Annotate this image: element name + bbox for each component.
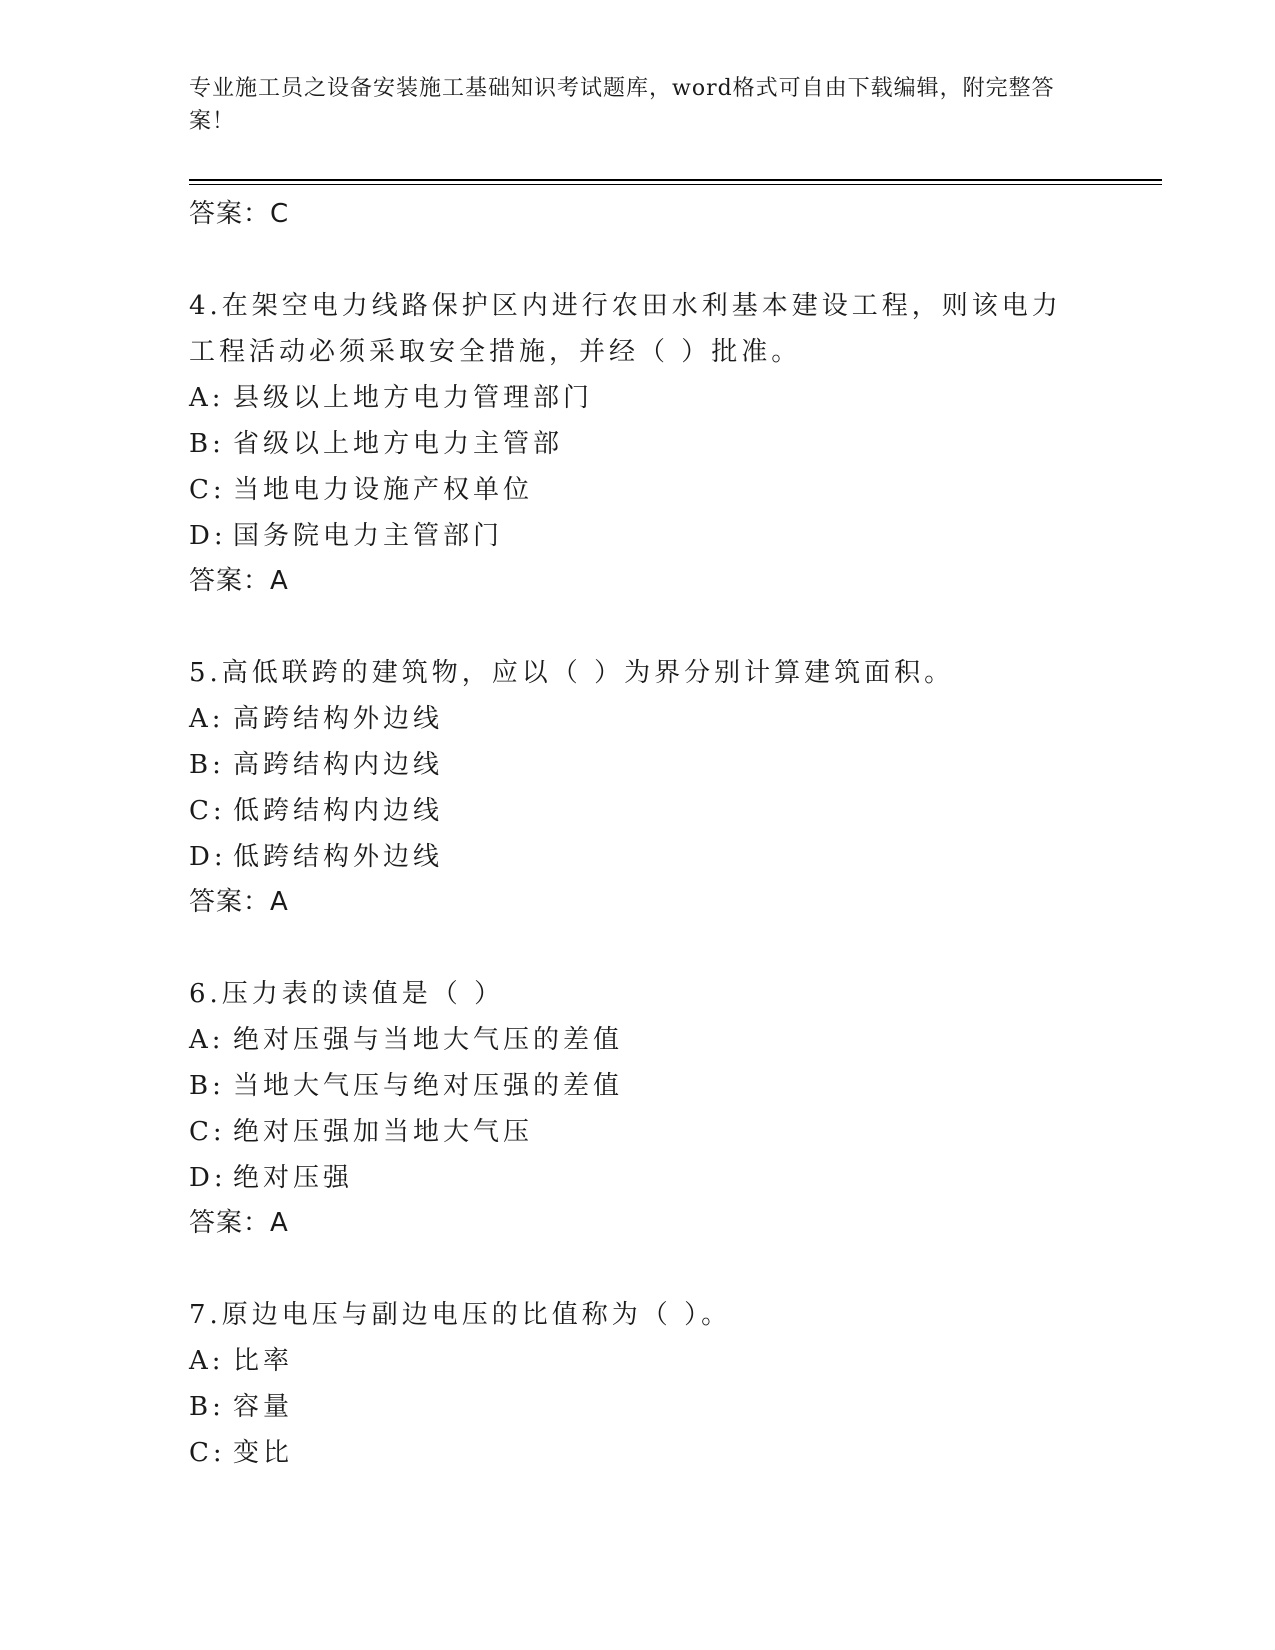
option-text: 省级以上地方电力主管部 <box>233 429 564 459</box>
question-text: 4.在架空电力线路保护区内进行农田水利基本建设工程，则该电力工程活动必须采取安全措施，并经（ ）批准。 <box>189 291 1062 367</box>
option-key: B: <box>189 1392 225 1422</box>
option-text: 高跨结构外边线 <box>233 704 444 734</box>
question-text: 5.高低联跨的建筑物，应以（ ）为界分别计算建筑面积。 <box>189 658 955 688</box>
answer-line: 答案：A <box>189 887 289 917</box>
option-c <box>189 1430 1162 1476</box>
option-key: B: <box>189 429 225 459</box>
option-a <box>189 1017 1162 1063</box>
option-key: B: <box>189 750 225 780</box>
option-key: C: <box>189 1438 226 1468</box>
header-divider-thin <box>189 184 1162 185</box>
header-divider-thick <box>189 179 1162 181</box>
option-key: D: <box>189 842 227 872</box>
option-text: 绝对压强与当地大气压的差值 <box>233 1025 624 1055</box>
question-block <box>189 971 1162 1245</box>
option-text: 低跨结构内边线 <box>233 796 444 826</box>
option-d <box>189 1155 1162 1201</box>
question-list <box>189 190 1162 1476</box>
option-d <box>189 834 1162 880</box>
answer-line: 答案：A <box>189 1208 289 1238</box>
option-a <box>189 375 1162 421</box>
option-text: 当地大气压与绝对压强的差值 <box>233 1071 624 1101</box>
option-text: 绝对压强加当地大气压 <box>233 1117 534 1147</box>
question-text: 6.压力表的读值是（ ） <box>189 979 505 1009</box>
option-b <box>189 1384 1162 1430</box>
option-b <box>189 742 1162 788</box>
option-key: C: <box>189 1117 226 1147</box>
option-key: D: <box>189 521 227 551</box>
option-d <box>189 513 1162 559</box>
question-block <box>189 650 1162 924</box>
option-text: 容量 <box>233 1392 294 1422</box>
option-text: 低跨结构外边线 <box>233 842 444 872</box>
option-key: D: <box>189 1163 227 1193</box>
option-key: A: <box>189 1346 225 1376</box>
option-c <box>189 788 1162 834</box>
option-key: A: <box>189 383 225 413</box>
option-c <box>189 467 1162 513</box>
option-a <box>189 696 1162 742</box>
option-key: C: <box>189 796 226 826</box>
option-text: 高跨结构内边线 <box>233 750 444 780</box>
question-text: 7.原边电压与副边电压的比值称为（ ）。 <box>189 1300 732 1330</box>
question-block <box>189 1292 1162 1476</box>
question-block <box>189 283 1162 603</box>
answer-line: 答案：A <box>189 566 289 596</box>
option-text: 绝对压强 <box>233 1163 354 1193</box>
option-b <box>189 1063 1162 1109</box>
option-key: B: <box>189 1071 225 1101</box>
option-text: 国务院电力主管部门 <box>233 521 504 551</box>
option-text: 县级以上地方电力管理部门 <box>233 383 594 413</box>
option-key: C: <box>189 475 226 505</box>
option-b <box>189 421 1162 467</box>
option-a <box>189 1338 1162 1384</box>
document-header: 专业施工员之设备安装施工基础知识考试题库，word格式可自由下载编辑，附完整答案！ <box>189 76 1055 134</box>
option-text: 当地电力设施产权单位 <box>233 475 534 505</box>
answer-line: 答案：C <box>189 199 290 229</box>
option-text: 比率 <box>233 1346 294 1376</box>
option-c <box>189 1109 1162 1155</box>
option-key: A: <box>189 704 225 734</box>
option-text: 变比 <box>233 1438 294 1468</box>
option-key: A: <box>189 1025 225 1055</box>
